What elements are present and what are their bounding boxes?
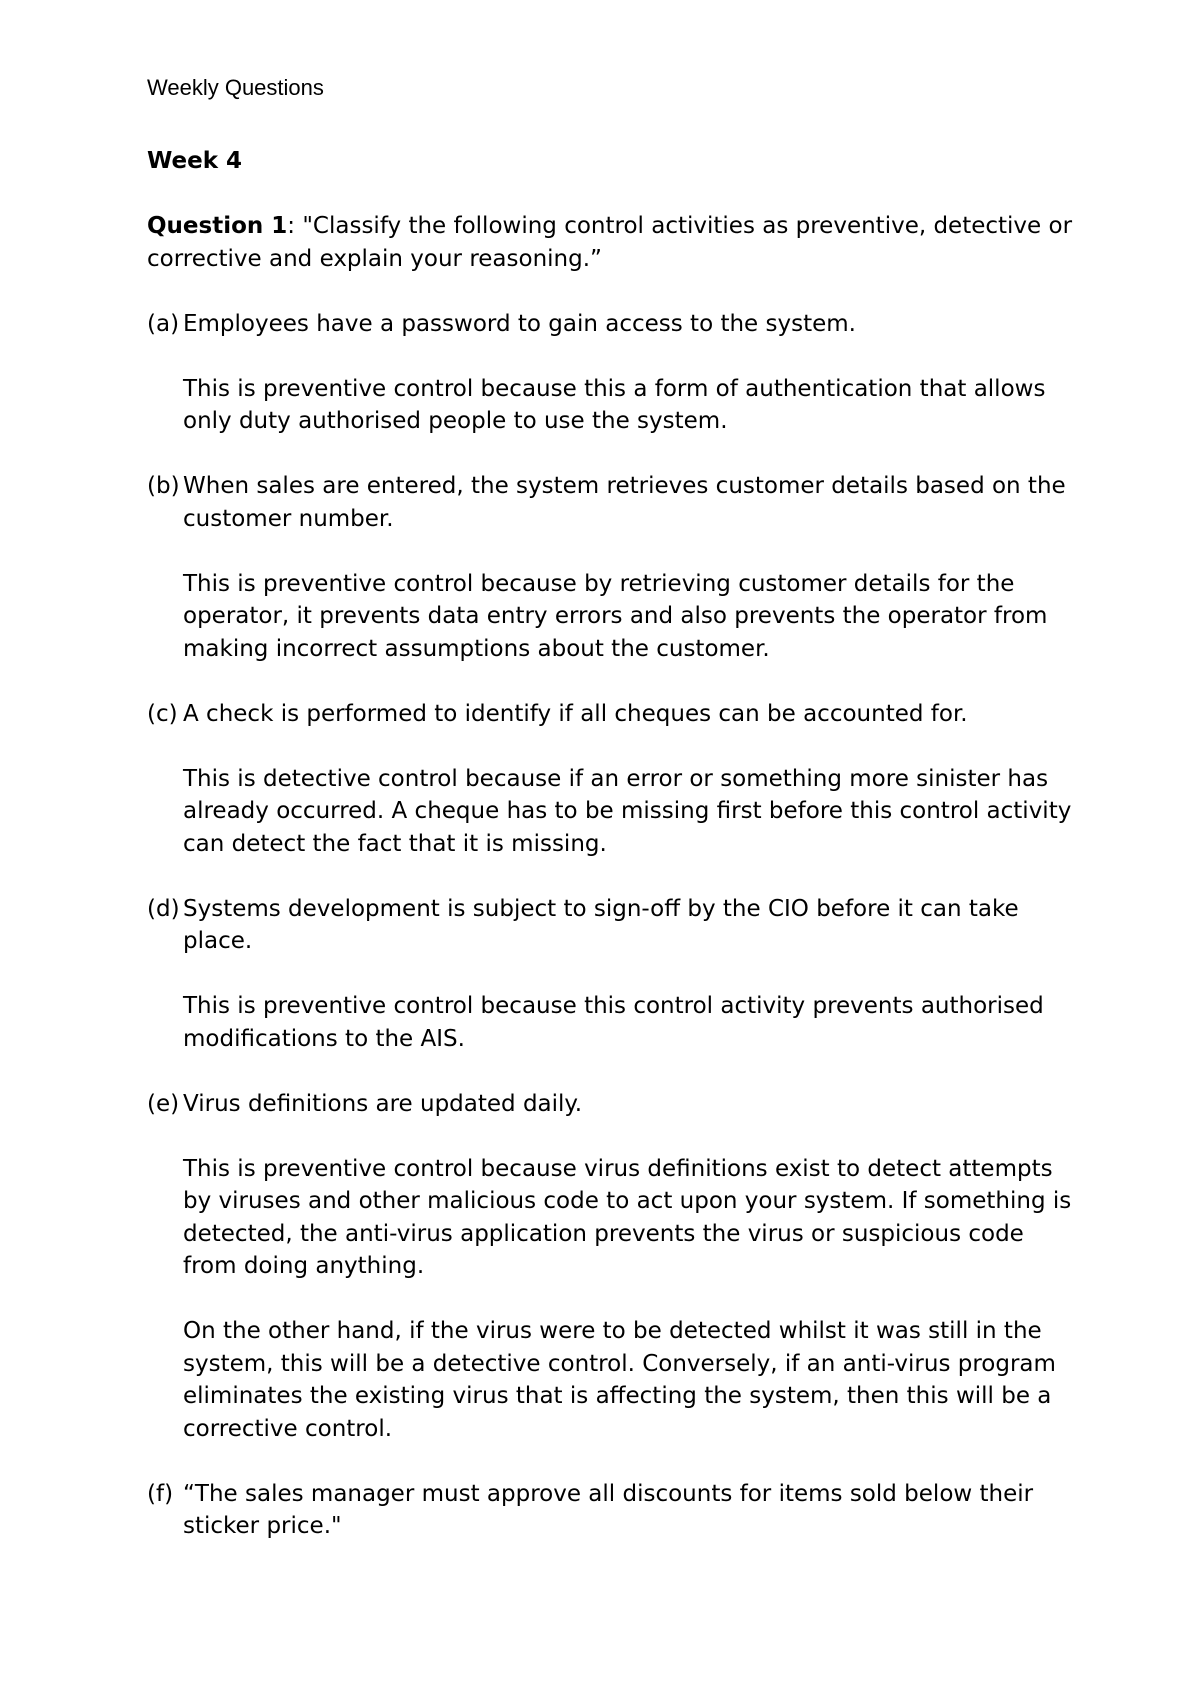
item-text: “The sales manager must approve all discounts for items sold below their sticker price.": [183, 1480, 1034, 1539]
answer-paragraph: This is preventive control because by retrieving customer details for the operator, it prevents data entry errors and also prevents the operator from making incorrect assumptions about the customer.: [183, 570, 1048, 662]
list-item-f: [147, 1478, 1077, 1543]
answer-paragraph: This is preventive control because this a form of authentication that allows only duty authorised people to use the system.: [183, 375, 1046, 434]
item-letter: (b): [147, 473, 180, 499]
item-text: A check is performed to identify if all cheques can be accounted for.: [183, 700, 968, 727]
document-body: [147, 145, 1077, 1575]
list-item-c: [147, 698, 1077, 731]
answer-paragraph: On the other hand, if the virus were to be detected whilst it was still in the system, this will be a detective control. Conversely, if an anti-virus program eliminates the existing virus that is affecting the system, then this will be a corrective control.: [183, 1318, 1056, 1442]
question-label: Question 1: [147, 213, 288, 239]
item-text: Systems development is subject to sign-off by the CIO before it can take place.: [183, 895, 1019, 954]
answer-paragraph: This is detective control because if an error or something more sinister has already occurred. A cheque has to be missing first before this control activity can detect the fact that it is missing.: [183, 765, 1072, 857]
item-text: When sales are entered, the system retrieves customer details based on the customer number.: [183, 473, 1066, 532]
answer-paragraph: This is preventive control because virus definitions exist to detect attempts by viruses and other malicious code to act upon your system. If something is detected, the anti-virus application prevents the virus or suspicious code from doing anything.: [183, 1155, 1072, 1279]
list-item-d: [147, 893, 1077, 958]
item-text: Virus definitions are updated daily.: [183, 1090, 583, 1117]
answer-paragraph: This is preventive control because this control activity prevents authorised modifications to the AIS.: [183, 993, 1044, 1052]
list-item-e: [147, 1088, 1077, 1121]
item-text: Employees have a password to gain access to the system.: [183, 310, 856, 337]
week-title: Week 4: [147, 148, 243, 174]
document-page: [147, 0, 1077, 1698]
question-separator: :: [287, 213, 303, 239]
question-prompt: [147, 210, 1077, 275]
item-letter: (d): [147, 895, 180, 922]
question-text: "Classify the following control activities as preventive, detective or corrective and explain your reasoning.”: [147, 213, 1073, 272]
list-item-a: [147, 308, 1077, 341]
list-item-b: [147, 470, 1077, 535]
item-letter: (e): [147, 1090, 180, 1117]
running-header: Weekly Questions: [147, 75, 324, 100]
item-letter: (f): [147, 1480, 174, 1507]
item-letter: (a): [147, 310, 180, 337]
item-letter: (c): [147, 700, 178, 727]
